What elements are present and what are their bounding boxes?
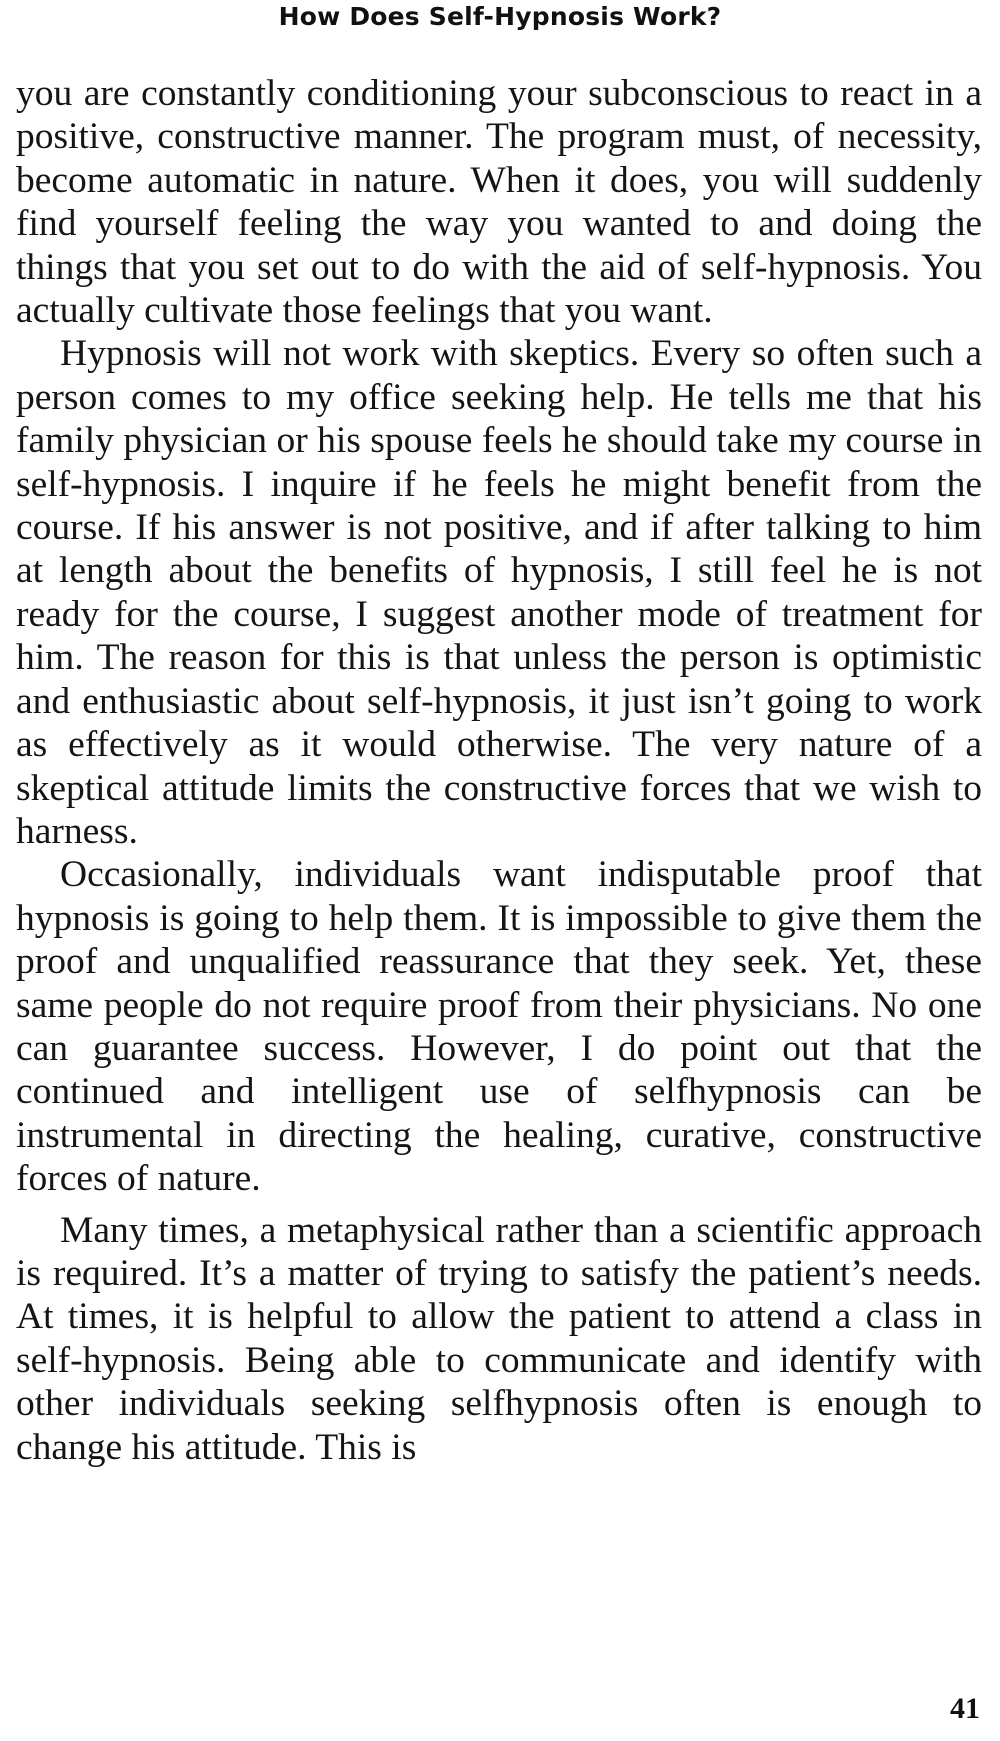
paragraph-continued: you are constantly conditioning your subconscious to react in a positive, constructive manner. The program must, of necessity, become automatic in nature. When it does, you will suddenly find yourself feeling the way you wanted to and doing the things that you set out to do with the aid of self-hypnosis. You actually cultivate those feelings that you want. [16,73,982,332]
paragraph-skeptics: Hypnosis will not work with skeptics. Every so often such a person comes to my office seeking help. He tells me that his family physician or his spouse feels he should take my course in self-hypnosis. I inquire if he feels he might benefit from the course. If his answer is not positive, and if after talking to him at length about the benefits of hypnosis, I still feel he is not ready for the course, I suggest another mode of treatment for him. The reason for this is that unless the person is optimistic and enthusiastic about self-hypnosis, it just isn’t going to work as effectively as it would otherwise. The very nature of a skeptical attitude limits the constructive forces that we wish to harness. [16,333,982,852]
paragraph-proof: Occasionally, individuals want indisputable proof that hypnosis is going to help them. It is impossible to give them the proof and unqualified reassurance that they seek. Yet, these same people do not require proof from their physicians. No one can guarantee success. However, I do point out that the continued and intelligent use of selfhypnosis can be instrumental in directing the healing, curative, constructive forces of nature. [16,854,982,1200]
body-text [16,72,982,1469]
running-head: How Does Self-Hypnosis Work? [278,2,722,31]
page-number: 41 [950,1692,980,1725]
paragraph-metaphysical: Many times, a metaphysical rather than a scientific approach is required. It’s a matter of trying to satisfy the patient’s needs. At times, it is helpful to allow the patient to attend a class in self-hypnosis. Being able to communicate and identify with other individuals seeking selfhypnosis often is enough to change his attitude. This is [16,1209,982,1468]
